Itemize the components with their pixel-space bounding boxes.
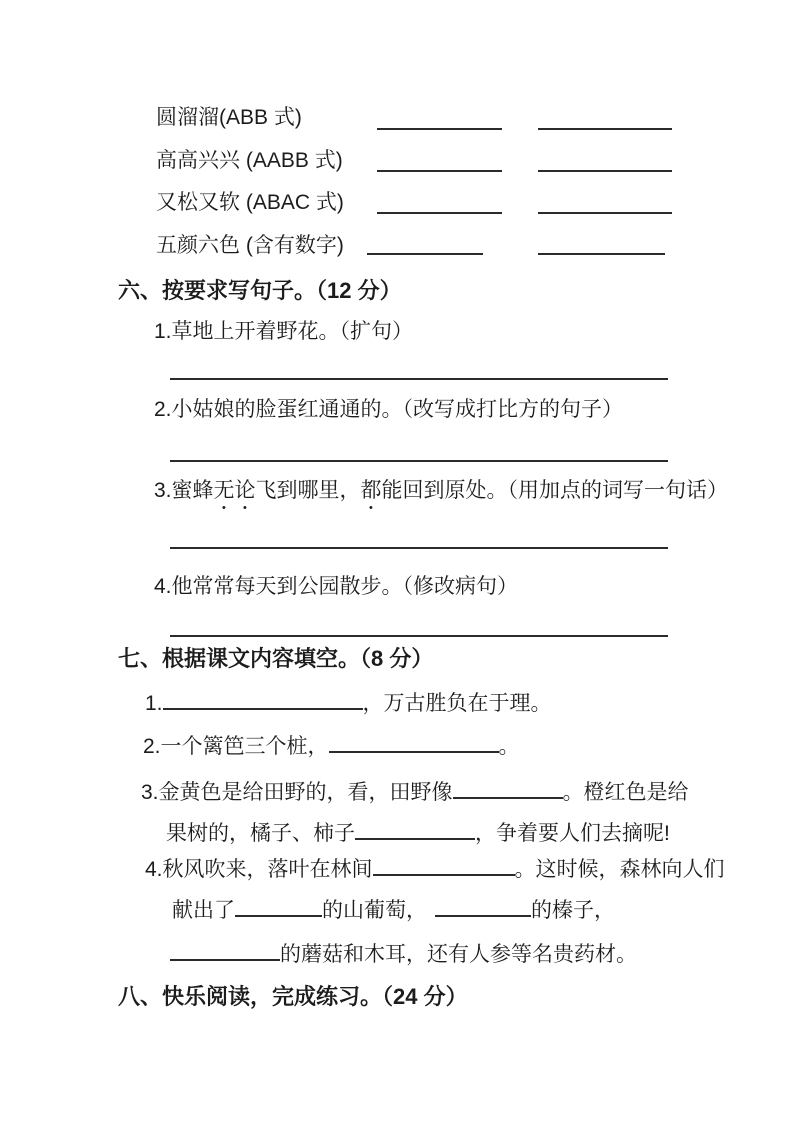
question-text: 3.金黄色是给田野的，看，田野像: [141, 781, 453, 804]
question-text: ，争着要人们去摘呢!: [475, 822, 670, 845]
fill-in-line: [170, 941, 637, 969]
word-item-label: 圆溜溜(ABB 式): [156, 106, 302, 129]
fill-in-line: [145, 856, 725, 884]
emphasized-word: 无论: [213, 479, 256, 502]
answer-blank: [435, 902, 531, 917]
question-text: 。: [498, 735, 520, 758]
answer-blank: [329, 738, 499, 753]
answer-blank: [538, 170, 672, 172]
answer-line: [170, 547, 668, 549]
fill-in-line: [141, 779, 689, 807]
question-text: 。这时候，森林向人们: [514, 858, 725, 881]
question-item: 2.小姑娘的脸蛋红通通的。（改写成打比方的句子）: [154, 398, 624, 421]
answer-blank: [367, 253, 483, 255]
question-item: 1.草地上开着野花。（扩句）: [154, 320, 414, 343]
section-six-heading: 六、按要求写句子。（12 分）: [118, 278, 402, 303]
answer-blank: [373, 861, 515, 876]
word-item-label: 又松又软 (ABAC 式): [156, 191, 344, 214]
emphasized-word: 都: [360, 479, 382, 502]
question-text: 果树的，橘子、柿子: [166, 822, 355, 845]
answer-blank: [538, 253, 665, 255]
answer-blank: [377, 170, 502, 172]
answer-blank: [170, 946, 280, 961]
question-item: 4.他常常每天到公园散步。（修改病句）: [154, 575, 519, 598]
answer-blank: [163, 695, 363, 710]
question-text: 的山葡萄，: [322, 899, 427, 922]
question-text: 能回到原处。（用加点的词写一句话）: [381, 479, 729, 502]
answer-blank: [377, 128, 502, 130]
section-seven-heading: 七、根据课文内容填空。（8 分）: [118, 646, 434, 671]
answer-blank: [453, 784, 563, 799]
fill-in-line: [172, 897, 615, 925]
answer-blank: [538, 212, 672, 214]
question-text: 的榛子，: [531, 899, 615, 922]
answer-blank: [355, 825, 475, 840]
fill-in-line: [145, 690, 552, 718]
question-item: [154, 477, 728, 514]
answer-blank: [538, 128, 672, 130]
section-eight-heading: 八、快乐阅读，完成练习。（24 分）: [118, 984, 468, 1009]
question-text: 献出了: [172, 899, 235, 922]
question-text: 的蘑菇和木耳，还有人参等名贵药材。: [280, 943, 637, 966]
question-text: 飞到哪里，: [255, 479, 361, 502]
word-item-label: 高高兴兴 (AABB 式): [156, 149, 343, 172]
question-text: 1.: [145, 692, 163, 715]
answer-line: [170, 378, 668, 380]
answer-blank: [377, 212, 502, 214]
word-item-label: 五颜六色 (含有数字): [156, 234, 344, 257]
answer-line: [170, 635, 668, 637]
question-text: 。橙红色是给: [562, 781, 689, 804]
question-text: ，万古胜负在于理。: [362, 692, 552, 715]
answer-line: [170, 460, 668, 462]
question-text: 4.秋风吹来，落叶在林间: [145, 858, 373, 881]
question-text: 3.蜜蜂: [154, 479, 214, 502]
answer-blank: [235, 902, 322, 917]
fill-in-line: [166, 820, 670, 848]
question-text: 2.一个篱笆三个桩，: [143, 735, 329, 758]
fill-in-line: [143, 733, 520, 761]
